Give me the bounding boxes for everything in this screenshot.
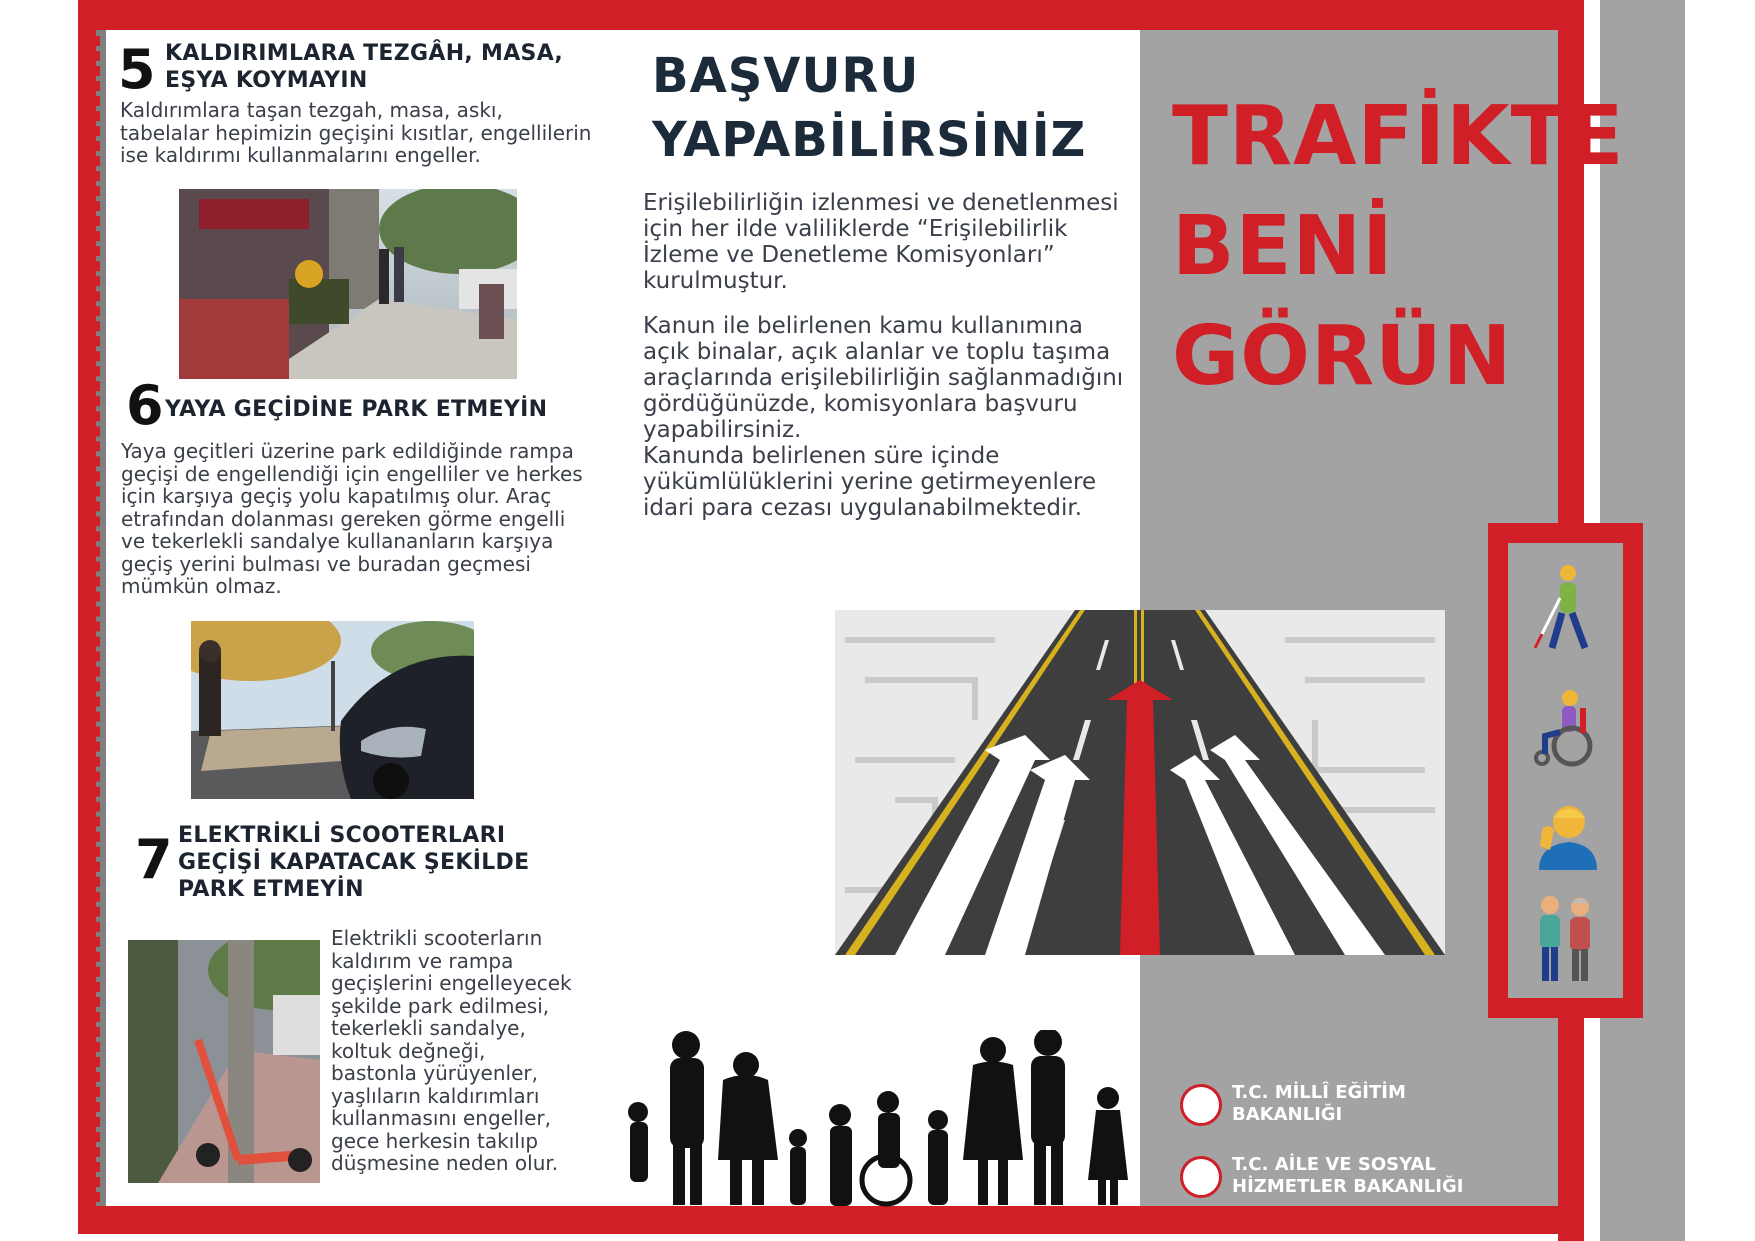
section7-heading — [178, 822, 598, 903]
section6-body-line: geçişi de engellendiği için engelliler ve herkes — [121, 461, 583, 486]
section7-body — [331, 927, 601, 1175]
sidewalk-stalls-photo — [179, 189, 517, 379]
basvuru-p1-line: Erişilebilirliğin izlenmesi ve denetlenmesi — [643, 190, 1119, 216]
basvuru-p1-line: için her ilde valiliklerde “Erişilebilirlik — [643, 216, 1068, 242]
deaf-person-icon — [1534, 800, 1599, 870]
section5-body-line: Kaldırımlara taşan tezgah, masa, askı, — [120, 98, 503, 122]
section6-body-line: mümkün olmaz. — [121, 574, 282, 598]
basvuru-p2-line: Kanun ile belirlenen kamu kullanımına — [643, 313, 1083, 339]
frame-top-bar — [78, 0, 1600, 30]
section7-body-line: kullanmasını engeller, — [331, 1106, 551, 1130]
section7-heading-line3: PARK ETMEYİN — [178, 877, 364, 902]
basvuru-p2-line: araçlarında erişilebilirliğin sağlanmadığını — [643, 365, 1124, 391]
meb-logo-line1: T.C. MİLLÎ EĞİTİM — [1232, 1082, 1406, 1103]
section7-heading-line2: GEÇİŞİ KAPATACAK ŞEKİLDE — [178, 850, 530, 875]
basvuru-p2-line: yapabilirsiniz. — [643, 417, 802, 443]
parked-scooter-photo — [128, 940, 320, 1183]
aile-bakanligi-logo-text — [1232, 1154, 1463, 1198]
section6-body-line: ve tekerlekli sandalye kullananların karşıya — [121, 529, 554, 553]
section6-body-line: Yaya geçitleri üzerine park edildiğinde rampa — [121, 439, 574, 463]
family-silhouettes — [618, 1030, 1138, 1210]
frame-left-bar — [78, 0, 96, 1234]
basvuru-paragraph-1 — [643, 190, 1143, 294]
section5-body-line: tabelalar hepimizin geçişini kısıtlar, engellilerin — [120, 120, 592, 145]
section5-heading — [165, 40, 605, 94]
section7-heading-line1: ELEKTRİKLİ SCOOTERLARI — [178, 823, 506, 848]
section7-body-line: kaldırım ve rampa — [331, 948, 514, 973]
elderly-couple-icon — [1530, 895, 1600, 985]
meb-logo — [1180, 1084, 1222, 1126]
basvuru-p2-line: Kanunda belirlenen süre içinde — [643, 443, 1000, 469]
section5-heading-line1: KALDIRIMLARA TEZGÂH, MASA, — [165, 41, 564, 66]
blind-person-with-cane-icon — [1530, 563, 1600, 653]
person-in-wheelchair-icon — [1530, 688, 1600, 768]
cover-title-line2: BENİ — [1172, 199, 1394, 294]
section7-body-line: koltuk değneği, — [331, 1038, 486, 1063]
cover-title-line1: TRAFİKTE — [1172, 89, 1625, 184]
basvuru-title — [652, 44, 1086, 172]
section7-body-line: Elektrikli scooterların — [331, 926, 543, 950]
basvuru-p2-line: idari para cezası uygulanabilmektedir. — [643, 495, 1083, 521]
road-arrows-illustration — [835, 610, 1445, 955]
section5-body-line: ise kaldırımı kullanmalarını engeller. — [120, 143, 481, 167]
section6-body-line: etrafından dolanması gereken görme engelli — [121, 506, 566, 531]
car-on-crosswalk-photo — [191, 621, 474, 799]
section6-body-line: için karşıya geçiş yolu kapatılmış olur. Araç — [121, 484, 552, 508]
basvuru-p2-line: gördüğünüzde, komisyonlara başvuru — [643, 391, 1078, 417]
meb-logo-line2: BAKANLIĞI — [1232, 1104, 1343, 1125]
basvuru-p2-line: yükümlülüklerini yerine getirmeyenlere — [643, 469, 1097, 495]
section6-body — [121, 440, 621, 598]
cover-title-line3: GÖRÜN — [1172, 309, 1513, 404]
aile-logo-line2: HİZMETLER BAKANLIĞI — [1232, 1176, 1464, 1197]
section5-heading-line2: EŞYA KOYMAYIN — [165, 68, 368, 93]
basvuru-p1-line: İzleme ve Denetleme Komisyonları” — [643, 242, 1055, 268]
section7-number: 7 — [135, 828, 173, 891]
cover-title — [1172, 82, 1625, 412]
basvuru-p2-line: açık binalar, açık alanlar ve toplu taşıma — [643, 339, 1111, 365]
basvuru-paragraph-2 — [643, 313, 1143, 521]
meb-logo-text — [1232, 1082, 1406, 1126]
section5-number: 5 — [118, 38, 156, 101]
section7-body-line: şekilde park edilmesi, — [331, 993, 550, 1018]
basvuru-title-line1: BAŞVURU — [652, 48, 920, 104]
frame-bottom-bar — [78, 1206, 1600, 1234]
section7-body-line: yaşlıların kaldırımları — [331, 1083, 540, 1108]
section7-body-line: bastonla yürüyenler, — [331, 1061, 538, 1085]
basvuru-title-line2: YAPABİLİRSİNİZ — [652, 112, 1087, 168]
section5-body — [120, 99, 620, 167]
section6-number: 6 — [126, 374, 164, 437]
aile-bakanligi-logo — [1180, 1156, 1222, 1198]
left-dashed-line — [95, 36, 100, 1202]
section6-heading: YAYA GEÇİDİNE PARK ETMEYİN — [165, 397, 548, 422]
section7-body-line: tekerlekli sandalye, — [331, 1016, 526, 1040]
section7-body-line: gece herkesin takılıp — [331, 1128, 539, 1153]
aile-logo-line1: T.C. AİLE VE SOSYAL — [1232, 1154, 1436, 1175]
section6-body-line: geçiş yerini bulması ve buradan geçmesi — [121, 551, 531, 576]
section7-body-line: düşmesine neden olur. — [331, 1151, 559, 1175]
section7-body-line: geçişlerini engelleyecek — [331, 971, 572, 995]
basvuru-p1-line: kurulmuştur. — [643, 268, 788, 294]
